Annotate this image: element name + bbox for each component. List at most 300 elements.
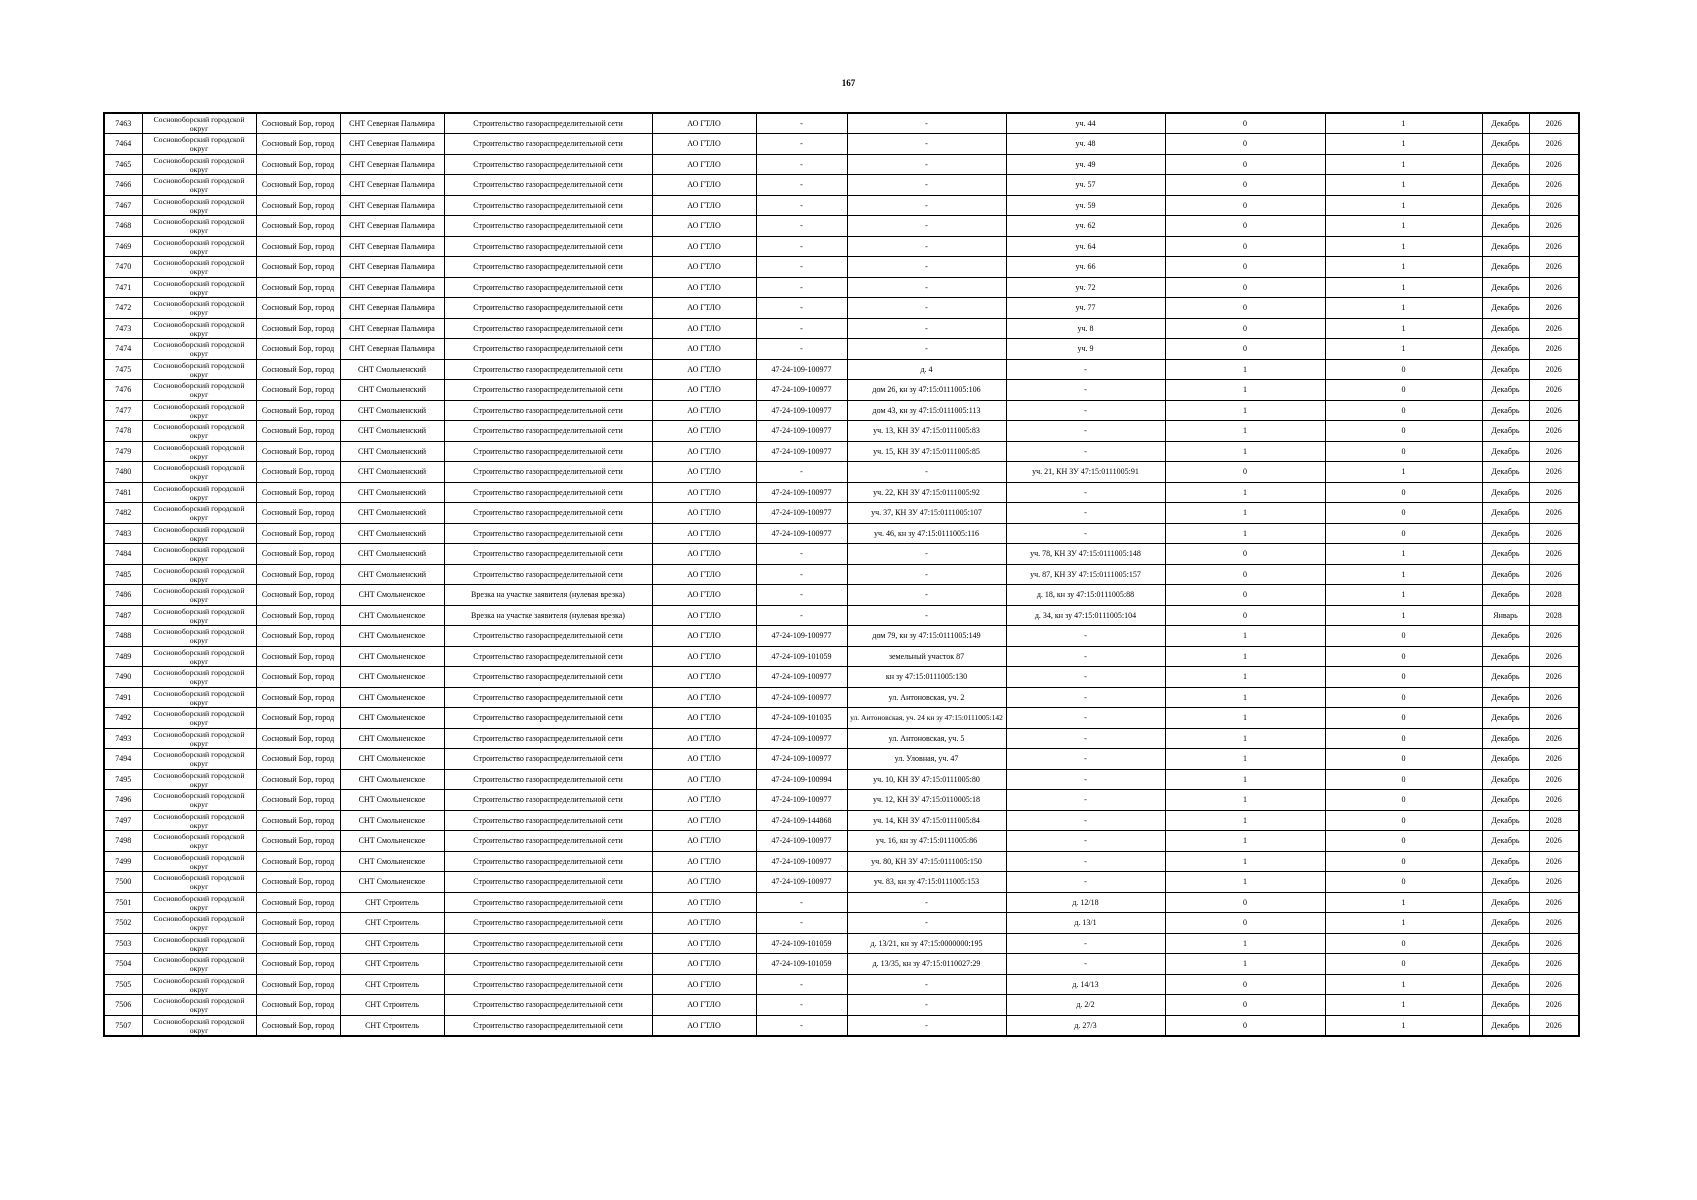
- row-number: 7491: [104, 687, 142, 708]
- object-cell: СНТ Северная Пальмира: [340, 318, 444, 339]
- address-cell: ул. Антоновская, уч. 24 кн зу 47:15:0111005:142: [847, 708, 1006, 729]
- object-cell: СНТ Смольненский: [340, 482, 444, 503]
- year-cell: 2026: [1529, 441, 1579, 462]
- settlement-cell: Сосновый Бор, город: [256, 277, 340, 298]
- month-cell: Декабрь: [1482, 790, 1529, 811]
- work-type-cell: Строительство газораспределительной сети: [444, 933, 652, 954]
- address-cell: уч. 83, кн зу 47:15:0111005:153: [847, 872, 1006, 893]
- plot-cell: д. 2/2: [1006, 995, 1165, 1016]
- address-cell: -: [847, 195, 1006, 216]
- count-b-cell: 1: [1325, 913, 1482, 934]
- plot-cell: -: [1006, 954, 1165, 975]
- month-cell: Декабрь: [1482, 134, 1529, 155]
- address-cell: -: [847, 544, 1006, 565]
- organization-cell: АО ГТЛО: [652, 113, 756, 134]
- count-b-cell: 1: [1325, 277, 1482, 298]
- object-cell: СНТ Северная Пальмира: [340, 277, 444, 298]
- district-cell: Сосновоборский городской округ: [142, 400, 256, 421]
- count-b-cell: 1: [1325, 195, 1482, 216]
- address-cell: -: [847, 113, 1006, 134]
- work-type-cell: Строительство газораспределительной сети: [444, 667, 652, 688]
- month-cell: Декабрь: [1482, 913, 1529, 934]
- count-b-cell: 0: [1325, 708, 1482, 729]
- district-cell: Сосновоборский городской округ: [142, 933, 256, 954]
- settlement-cell: Сосновый Бор, город: [256, 1015, 340, 1036]
- table-row: [104, 585, 1579, 606]
- district-cell: Сосновоборский городской округ: [142, 974, 256, 995]
- organization-cell: АО ГТЛО: [652, 380, 756, 401]
- address-cell: дом 26, кн зу 47:15:0111005:106: [847, 380, 1006, 401]
- plot-cell: -: [1006, 646, 1165, 667]
- month-cell: Декабрь: [1482, 769, 1529, 790]
- object-cell: СНТ Строитель: [340, 933, 444, 954]
- table-row: [104, 482, 1579, 503]
- count-a-cell: 0: [1165, 544, 1325, 565]
- row-number: 7499: [104, 851, 142, 872]
- row-number: 7465: [104, 154, 142, 175]
- address-cell: -: [847, 134, 1006, 155]
- year-cell: 2026: [1529, 872, 1579, 893]
- object-cell: СНТ Северная Пальмира: [340, 298, 444, 319]
- address-cell: уч. 15, КН ЗУ 47:15:0111005:85: [847, 441, 1006, 462]
- table-row: [104, 667, 1579, 688]
- work-type-cell: Строительство газораспределительной сети: [444, 113, 652, 134]
- row-number: 7498: [104, 831, 142, 852]
- application-number-cell: -: [756, 974, 847, 995]
- row-number: 7480: [104, 462, 142, 483]
- table-row: [104, 605, 1579, 626]
- month-cell: Декабрь: [1482, 154, 1529, 175]
- application-number-cell: 47-24-109-100977: [756, 441, 847, 462]
- count-a-cell: 1: [1165, 359, 1325, 380]
- work-type-cell: Строительство газораспределительной сети: [444, 749, 652, 770]
- count-a-cell: 1: [1165, 728, 1325, 749]
- address-cell: д. 13/21, кн зу 47:15:0000000:195: [847, 933, 1006, 954]
- month-cell: Декабрь: [1482, 687, 1529, 708]
- table-row: [104, 257, 1579, 278]
- year-cell: 2026: [1529, 236, 1579, 257]
- organization-cell: АО ГТЛО: [652, 1015, 756, 1036]
- table-row: [104, 769, 1579, 790]
- application-number-cell: -: [756, 995, 847, 1016]
- month-cell: Декабрь: [1482, 113, 1529, 134]
- plot-cell: уч. 44: [1006, 113, 1165, 134]
- district-cell: Сосновоборский городской округ: [142, 380, 256, 401]
- table-row: [104, 749, 1579, 770]
- settlement-cell: Сосновый Бор, город: [256, 175, 340, 196]
- settlement-cell: Сосновый Бор, город: [256, 257, 340, 278]
- month-cell: Декабрь: [1482, 728, 1529, 749]
- plot-cell: -: [1006, 831, 1165, 852]
- object-cell: СНТ Смольненское: [340, 851, 444, 872]
- application-number-cell: 47-24-109-100977: [756, 728, 847, 749]
- address-cell: уч. 46, кн зу 47:15:0111005:116: [847, 523, 1006, 544]
- work-type-cell: Строительство газораспределительной сети: [444, 400, 652, 421]
- district-cell: Сосновоборский городской округ: [142, 113, 256, 134]
- table-row: [104, 913, 1579, 934]
- row-number: 7501: [104, 892, 142, 913]
- district-cell: Сосновоборский городской округ: [142, 175, 256, 196]
- district-cell: Сосновоборский городской округ: [142, 646, 256, 667]
- plot-cell: д. 27/3: [1006, 1015, 1165, 1036]
- address-cell: -: [847, 277, 1006, 298]
- object-cell: СНТ Смольненское: [340, 749, 444, 770]
- address-cell: -: [847, 154, 1006, 175]
- table-row: [104, 831, 1579, 852]
- year-cell: 2026: [1529, 728, 1579, 749]
- month-cell: Декабрь: [1482, 708, 1529, 729]
- table-row: [104, 626, 1579, 647]
- settlement-cell: Сосновый Бор, город: [256, 421, 340, 442]
- year-cell: 2026: [1529, 687, 1579, 708]
- count-a-cell: 0: [1165, 913, 1325, 934]
- count-b-cell: 1: [1325, 318, 1482, 339]
- year-cell: 2026: [1529, 298, 1579, 319]
- organization-cell: АО ГТЛО: [652, 216, 756, 237]
- district-cell: Сосновоборский городской округ: [142, 851, 256, 872]
- year-cell: 2026: [1529, 831, 1579, 852]
- count-b-cell: 0: [1325, 933, 1482, 954]
- work-type-cell: Строительство газораспределительной сети: [444, 769, 652, 790]
- organization-cell: АО ГТЛО: [652, 482, 756, 503]
- address-cell: -: [847, 913, 1006, 934]
- table-row: [104, 503, 1579, 524]
- application-number-cell: 47-24-109-100977: [756, 872, 847, 893]
- settlement-cell: Сосновый Бор, город: [256, 626, 340, 647]
- settlement-cell: Сосновый Бор, город: [256, 195, 340, 216]
- table-row: [104, 339, 1579, 360]
- count-a-cell: 0: [1165, 216, 1325, 237]
- organization-cell: АО ГТЛО: [652, 339, 756, 360]
- count-a-cell: 0: [1165, 298, 1325, 319]
- register-table: [103, 112, 1580, 1037]
- year-cell: 2026: [1529, 154, 1579, 175]
- district-cell: Сосновоборский городской округ: [142, 913, 256, 934]
- row-number: 7471: [104, 277, 142, 298]
- count-b-cell: 1: [1325, 585, 1482, 606]
- year-cell: 2026: [1529, 564, 1579, 585]
- application-number-cell: 47-24-109-100977: [756, 667, 847, 688]
- application-number-cell: -: [756, 175, 847, 196]
- row-number: 7463: [104, 113, 142, 134]
- plot-cell: -: [1006, 523, 1165, 544]
- year-cell: 2026: [1529, 503, 1579, 524]
- application-number-cell: -: [756, 298, 847, 319]
- count-a-cell: 1: [1165, 851, 1325, 872]
- table-row: [104, 851, 1579, 872]
- application-number-cell: 47-24-109-101059: [756, 933, 847, 954]
- district-cell: Сосновоборский городской округ: [142, 216, 256, 237]
- count-a-cell: 1: [1165, 872, 1325, 893]
- table-row: [104, 892, 1579, 913]
- settlement-cell: Сосновый Бор, город: [256, 790, 340, 811]
- district-cell: Сосновоборский городской округ: [142, 667, 256, 688]
- object-cell: СНТ Смольненское: [340, 810, 444, 831]
- address-cell: -: [847, 175, 1006, 196]
- address-cell: -: [847, 564, 1006, 585]
- work-type-cell: Строительство газораспределительной сети: [444, 851, 652, 872]
- year-cell: 2026: [1529, 769, 1579, 790]
- object-cell: СНТ Смольненское: [340, 605, 444, 626]
- month-cell: Декабрь: [1482, 257, 1529, 278]
- work-type-cell: Строительство газораспределительной сети: [444, 462, 652, 483]
- settlement-cell: Сосновый Бор, город: [256, 749, 340, 770]
- address-cell: -: [847, 892, 1006, 913]
- count-b-cell: 1: [1325, 564, 1482, 585]
- count-b-cell: 0: [1325, 523, 1482, 544]
- organization-cell: АО ГТЛО: [652, 626, 756, 647]
- table-row: [104, 523, 1579, 544]
- address-cell: -: [847, 298, 1006, 319]
- address-cell: -: [847, 585, 1006, 606]
- row-number: 7484: [104, 544, 142, 565]
- object-cell: СНТ Смольненское: [340, 667, 444, 688]
- object-cell: СНТ Смольненское: [340, 585, 444, 606]
- work-type-cell: Строительство газораспределительной сети: [444, 298, 652, 319]
- plot-cell: уч. 49: [1006, 154, 1165, 175]
- settlement-cell: Сосновый Бор, город: [256, 523, 340, 544]
- address-cell: -: [847, 995, 1006, 1016]
- application-number-cell: 47-24-109-100977: [756, 380, 847, 401]
- table-row: [104, 564, 1579, 585]
- year-cell: 2026: [1529, 626, 1579, 647]
- month-cell: Декабрь: [1482, 933, 1529, 954]
- application-number-cell: -: [756, 339, 847, 360]
- organization-cell: АО ГТЛО: [652, 728, 756, 749]
- district-cell: Сосновоборский городской округ: [142, 995, 256, 1016]
- year-cell: 2026: [1529, 400, 1579, 421]
- count-a-cell: 0: [1165, 277, 1325, 298]
- count-b-cell: 1: [1325, 605, 1482, 626]
- month-cell: Декабрь: [1482, 175, 1529, 196]
- row-number: 7502: [104, 913, 142, 934]
- year-cell: 2026: [1529, 277, 1579, 298]
- district-cell: Сосновоборский городской округ: [142, 277, 256, 298]
- work-type-cell: Строительство газораспределительной сети: [444, 503, 652, 524]
- object-cell: СНТ Смольненское: [340, 687, 444, 708]
- object-cell: СНТ Строитель: [340, 974, 444, 995]
- year-cell: 2026: [1529, 380, 1579, 401]
- year-cell: 2026: [1529, 359, 1579, 380]
- address-cell: ул. Уловная, уч. 47: [847, 749, 1006, 770]
- plot-cell: -: [1006, 728, 1165, 749]
- count-b-cell: 0: [1325, 503, 1482, 524]
- row-number: 7466: [104, 175, 142, 196]
- application-number-cell: -: [756, 134, 847, 155]
- year-cell: 2026: [1529, 544, 1579, 565]
- object-cell: СНТ Северная Пальмира: [340, 339, 444, 360]
- year-cell: 2026: [1529, 974, 1579, 995]
- plot-cell: -: [1006, 708, 1165, 729]
- count-b-cell: 0: [1325, 380, 1482, 401]
- year-cell: 2026: [1529, 913, 1579, 934]
- object-cell: СНТ Смольненский: [340, 462, 444, 483]
- year-cell: 2026: [1529, 339, 1579, 360]
- work-type-cell: Строительство газораспределительной сети: [444, 790, 652, 811]
- address-cell: дом 43, кн зу 47:15:0111005:113: [847, 400, 1006, 421]
- count-a-cell: 1: [1165, 769, 1325, 790]
- settlement-cell: Сосновый Бор, город: [256, 400, 340, 421]
- application-number-cell: -: [756, 564, 847, 585]
- settlement-cell: Сосновый Бор, город: [256, 851, 340, 872]
- settlement-cell: Сосновый Бор, город: [256, 974, 340, 995]
- application-number-cell: -: [756, 462, 847, 483]
- row-number: 7493: [104, 728, 142, 749]
- address-cell: -: [847, 236, 1006, 257]
- work-type-cell: Врезка на участке заявителя (нулевая врезка): [444, 605, 652, 626]
- row-number: 7474: [104, 339, 142, 360]
- plot-cell: д. 34, кн зу 47:15:0111005:104: [1006, 605, 1165, 626]
- year-cell: 2026: [1529, 995, 1579, 1016]
- district-cell: Сосновоборский городской округ: [142, 318, 256, 339]
- organization-cell: АО ГТЛО: [652, 400, 756, 421]
- address-cell: -: [847, 1015, 1006, 1036]
- month-cell: Декабрь: [1482, 318, 1529, 339]
- month-cell: Декабрь: [1482, 277, 1529, 298]
- table-row: [104, 216, 1579, 237]
- plot-cell: -: [1006, 626, 1165, 647]
- work-type-cell: Строительство газораспределительной сети: [444, 441, 652, 462]
- address-cell: уч. 80, КН ЗУ 47:15:0111005:150: [847, 851, 1006, 872]
- application-number-cell: -: [756, 892, 847, 913]
- object-cell: СНТ Смольненский: [340, 380, 444, 401]
- work-type-cell: Строительство газораспределительной сети: [444, 236, 652, 257]
- count-a-cell: 1: [1165, 810, 1325, 831]
- settlement-cell: Сосновый Бор, город: [256, 585, 340, 606]
- district-cell: Сосновоборский городской округ: [142, 954, 256, 975]
- settlement-cell: Сосновый Бор, город: [256, 605, 340, 626]
- organization-cell: АО ГТЛО: [652, 605, 756, 626]
- table-row: [104, 954, 1579, 975]
- month-cell: Декабрь: [1482, 749, 1529, 770]
- application-number-cell: 47-24-109-144868: [756, 810, 847, 831]
- count-a-cell: 0: [1165, 892, 1325, 913]
- work-type-cell: Строительство газораспределительной сети: [444, 646, 652, 667]
- district-cell: Сосновоборский городской округ: [142, 605, 256, 626]
- application-number-cell: -: [756, 318, 847, 339]
- row-number: 7483: [104, 523, 142, 544]
- year-cell: 2026: [1529, 195, 1579, 216]
- organization-cell: АО ГТЛО: [652, 954, 756, 975]
- month-cell: Январь: [1482, 605, 1529, 626]
- row-number: 7503: [104, 933, 142, 954]
- object-cell: СНТ Смольненское: [340, 872, 444, 893]
- object-cell: СНТ Смольненское: [340, 646, 444, 667]
- count-a-cell: 1: [1165, 831, 1325, 852]
- row-number: 7473: [104, 318, 142, 339]
- object-cell: СНТ Северная Пальмира: [340, 154, 444, 175]
- table-row: [104, 462, 1579, 483]
- month-cell: Декабрь: [1482, 974, 1529, 995]
- district-cell: Сосновоборский городской округ: [142, 503, 256, 524]
- district-cell: Сосновоборский городской округ: [142, 462, 256, 483]
- object-cell: СНТ Северная Пальмира: [340, 195, 444, 216]
- row-number: 7506: [104, 995, 142, 1016]
- organization-cell: АО ГТЛО: [652, 667, 756, 688]
- count-b-cell: 1: [1325, 995, 1482, 1016]
- plot-cell: -: [1006, 400, 1165, 421]
- settlement-cell: Сосновый Бор, город: [256, 810, 340, 831]
- table-row: [104, 995, 1579, 1016]
- count-a-cell: 1: [1165, 523, 1325, 544]
- count-a-cell: 0: [1165, 318, 1325, 339]
- address-cell: -: [847, 974, 1006, 995]
- object-cell: СНТ Смольненское: [340, 790, 444, 811]
- settlement-cell: Сосновый Бор, город: [256, 769, 340, 790]
- count-b-cell: 0: [1325, 872, 1482, 893]
- object-cell: СНТ Строитель: [340, 892, 444, 913]
- address-cell: земельный участок 87: [847, 646, 1006, 667]
- count-b-cell: 1: [1325, 134, 1482, 155]
- year-cell: 2026: [1529, 646, 1579, 667]
- plot-cell: д. 12/18: [1006, 892, 1165, 913]
- organization-cell: АО ГТЛО: [652, 195, 756, 216]
- count-a-cell: 1: [1165, 626, 1325, 647]
- count-a-cell: 0: [1165, 236, 1325, 257]
- object-cell: СНТ Смольненский: [340, 441, 444, 462]
- year-cell: 2026: [1529, 892, 1579, 913]
- row-number: 7479: [104, 441, 142, 462]
- count-b-cell: 0: [1325, 769, 1482, 790]
- district-cell: Сосновоборский городской округ: [142, 790, 256, 811]
- district-cell: Сосновоборский городской округ: [142, 482, 256, 503]
- row-number: 7476: [104, 380, 142, 401]
- plot-cell: уч. 8: [1006, 318, 1165, 339]
- count-b-cell: 0: [1325, 626, 1482, 647]
- address-cell: уч. 16, кн зу 47:15:0111005:86: [847, 831, 1006, 852]
- organization-cell: АО ГТЛО: [652, 298, 756, 319]
- year-cell: 2026: [1529, 462, 1579, 483]
- district-cell: Сосновоборский городской округ: [142, 544, 256, 565]
- row-number: 7494: [104, 749, 142, 770]
- district-cell: Сосновоборский городской округ: [142, 872, 256, 893]
- application-number-cell: -: [756, 277, 847, 298]
- row-number: 7505: [104, 974, 142, 995]
- settlement-cell: Сосновый Бор, город: [256, 503, 340, 524]
- object-cell: СНТ Северная Пальмира: [340, 216, 444, 237]
- settlement-cell: Сосновый Бор, город: [256, 318, 340, 339]
- month-cell: Декабрь: [1482, 585, 1529, 606]
- application-number-cell: 47-24-109-100977: [756, 523, 847, 544]
- application-number-cell: 47-24-109-100977: [756, 851, 847, 872]
- object-cell: СНТ Северная Пальмира: [340, 175, 444, 196]
- count-a-cell: 0: [1165, 257, 1325, 278]
- settlement-cell: Сосновый Бор, город: [256, 359, 340, 380]
- application-number-cell: -: [756, 605, 847, 626]
- year-cell: 2026: [1529, 216, 1579, 237]
- row-number: 7468: [104, 216, 142, 237]
- application-number-cell: 47-24-109-101035: [756, 708, 847, 729]
- application-number-cell: -: [756, 195, 847, 216]
- table-row: [104, 790, 1579, 811]
- row-number: 7495: [104, 769, 142, 790]
- address-cell: уч. 13, КН ЗУ 47:15:0111005:83: [847, 421, 1006, 442]
- district-cell: Сосновоборский городской округ: [142, 585, 256, 606]
- application-number-cell: 47-24-109-101059: [756, 646, 847, 667]
- organization-cell: АО ГТЛО: [652, 687, 756, 708]
- district-cell: Сосновоборский городской округ: [142, 441, 256, 462]
- application-number-cell: 47-24-109-100977: [756, 831, 847, 852]
- object-cell: СНТ Смольненское: [340, 626, 444, 647]
- address-cell: -: [847, 339, 1006, 360]
- application-number-cell: 47-24-109-100977: [756, 626, 847, 647]
- plot-cell: уч. 48: [1006, 134, 1165, 155]
- organization-cell: АО ГТЛО: [652, 892, 756, 913]
- table-row: [104, 134, 1579, 155]
- settlement-cell: Сосновый Бор, город: [256, 831, 340, 852]
- year-cell: 2026: [1529, 113, 1579, 134]
- table-row: [104, 974, 1579, 995]
